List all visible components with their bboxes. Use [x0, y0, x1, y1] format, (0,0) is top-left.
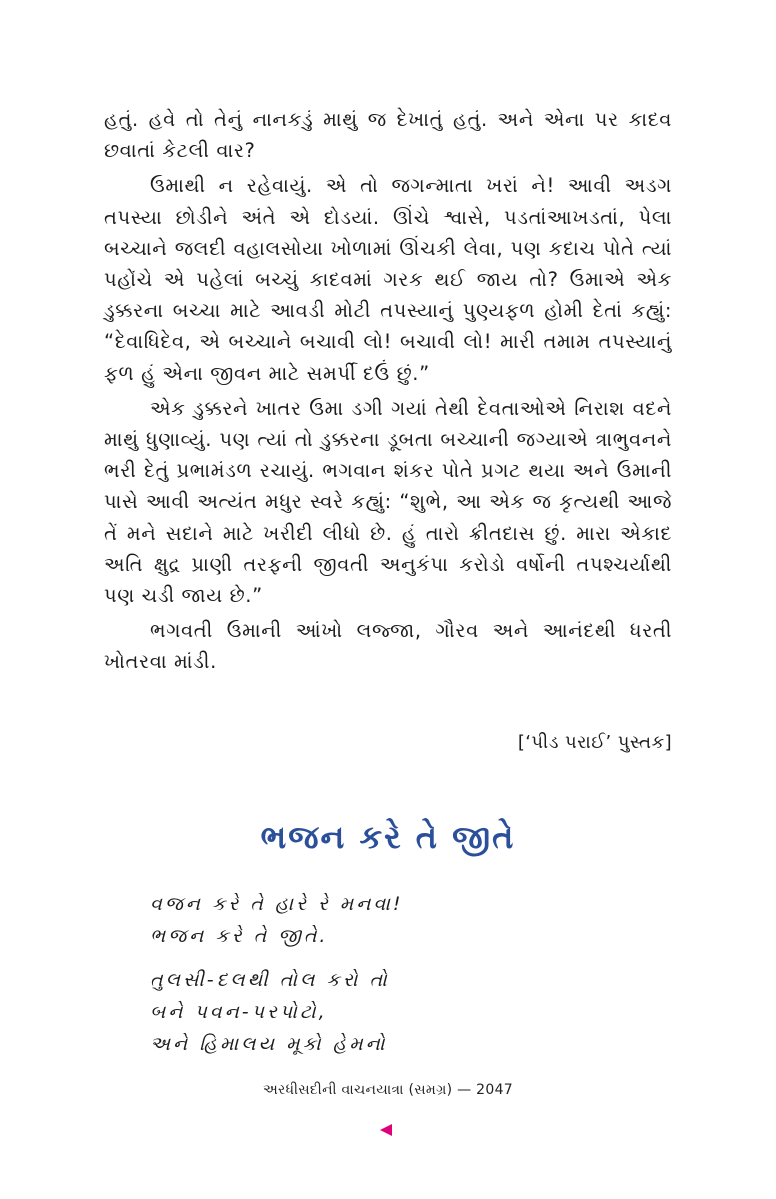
- article-body: [104, 104, 672, 678]
- poem-stanza-1: [150, 888, 404, 952]
- paragraph-1: હતું. હવે તો તેનું નાનકડું માથું જ દેખાતું હતું. અને એના પર કાદવ છવાતાં કેટલી વાર?: [104, 108, 672, 163]
- previous-page-arrow-icon[interactable]: [380, 1124, 392, 1136]
- poem-line: અને હિમાલય મૂકો હેમનો: [150, 1033, 388, 1055]
- paragraph-3: એક ડુક્કરને ખાતર ઉમા ડગી ગયાં તેથી દેવતાઓએ નિરાશ વદને માથું ધુણાવ્યું. પણ ત્યાં તો ડુક્કરના ડૂબતા બચ્ચાની જગ્યાએ ત્રાભુવનને ભરી દેતું પ્રભામંડળ રચાયું. ભગવાન શંકર પોતે પ્રગટ થયા અને ઉમાની પાસે આવી અત્યંત મધુર સ્વરે કહ્યું: “શુભે, આ એક જ કૃત્યથી આજે તેં મને સદાને માટે ખરીદી લીધો છે. હું તારો ક્રીતદાસ છું. મારા એકાદ અતિ ક્ષુદ્ર પ્રાણી તરફની જીવતી અનુકંપા કરોડો વર્ષોની તપશ્ચર્યાથી પણ ચડી જાય છે.”: [104, 396, 672, 608]
- source-citation: [‘પીડ પરાઈ’ પુસ્તક]: [517, 732, 672, 753]
- poem-line: તુલસી-દલથી તોલ કરો તો: [150, 969, 390, 991]
- poem-title: ભજન કરે તે જીતે: [260, 818, 516, 856]
- poem: [150, 888, 404, 1060]
- poem-line: ભજન કરે તે જીતે.: [150, 925, 329, 947]
- poem-line: વજન કરે તે હારે રે મનવા!: [150, 893, 404, 915]
- paragraph-4: ભગવતી ઉમાની આંખો લજ્જા, ગૌરવ અને આનંદથી ધરતી ખોતરવા માંડી.: [104, 619, 672, 674]
- page-footer: અરધીસદીની વાચનયાત્રા (સમગ્ર) — 2047: [262, 1082, 514, 1098]
- poem-stanza-2: [150, 964, 404, 1060]
- poem-line: બને પવન-પરપોટો,: [150, 1001, 328, 1023]
- paragraph-2: ઉમાથી ન રહેવાયું. એ તો જગન્માતા ખરાં ને! આવી અડગ તપસ્યા છોડીને અંતે એ દોડયાં. ઊંચે શ્વાસે, પડતાંઆખડતાં, પેલા બચ્ચાને જલદી વહાલસોયા ખોળામાં ઊંચકી લેવા, પણ કદાચ પોતે ત્યાં પહોંચે એ પહેલાં બચ્ચું કાદવમાં ગરક થઈ જાય તો? ઉમાએ એક ડુક્કરના બચ્ચા માટે આવડી મોટી તપસ્યાનું પુણ્યફળ હોમી દેતાં કહ્યું: “દેવાધિદેવ, એ બચ્ચાને બચાવી લો! બચાવી લો! મારી તમામ તપસ્યાનું ફળ હું એના જીવન માટે સમર્પી દઉં છું.”: [104, 174, 672, 385]
